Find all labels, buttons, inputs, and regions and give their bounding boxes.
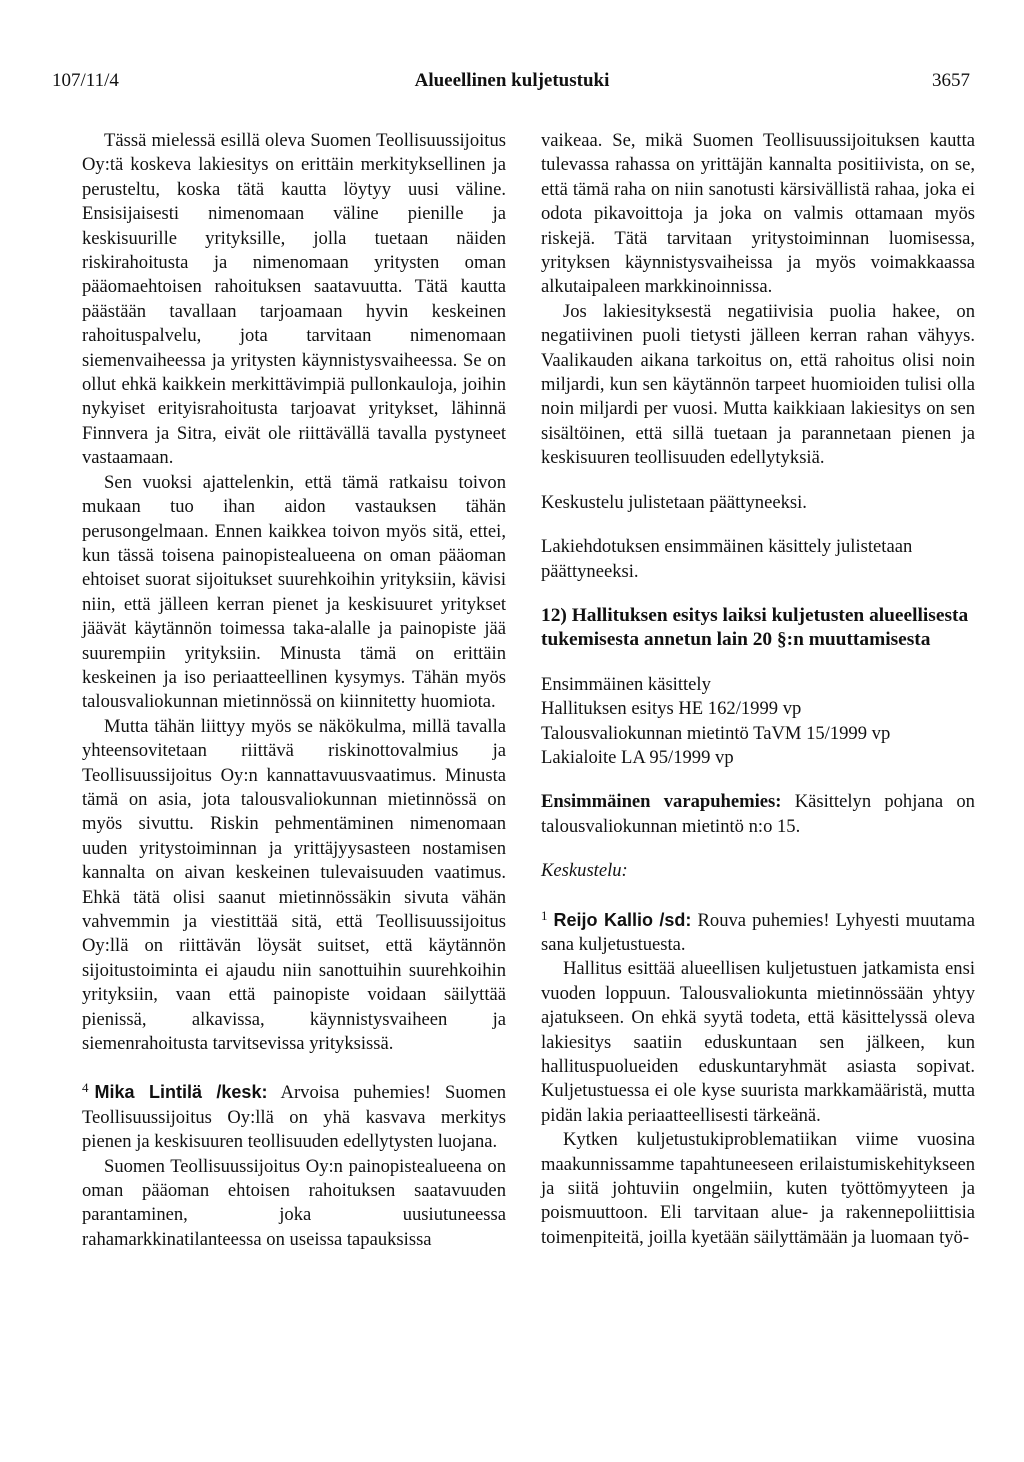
reference-line: Lakialoite LA 95/1999 vp bbox=[541, 746, 734, 768]
reference-list bbox=[541, 673, 975, 771]
document-reference: 107/11/4 bbox=[52, 70, 119, 91]
agenda-item-heading: 12) Hallituksen esitys laiksi kuljetusten alueellisesta tukemisesta annetun lain 20 §:n muuttamisesta bbox=[541, 604, 969, 651]
spacer bbox=[541, 471, 975, 491]
speaker-name: Reijo Kallio /sd: bbox=[553, 909, 692, 930]
speech-text: Rouva puhemies! Lyhyesti muutama sana kuljetustuesta. bbox=[541, 909, 975, 955]
discussion-label: Keskustelu: bbox=[541, 860, 628, 882]
reference-line: Hallituksen esitys HE 162/1999 vp bbox=[541, 698, 802, 720]
spacer bbox=[541, 584, 975, 604]
paragraph: Jos lakiesityksestä negatiivisia puolia hakee, on negatiivinen puoli tietysti jälleen kerran rahan vähyys. Vaalikauden aikana tarkoitus on, että rahoitus olisi noin miljardi, kun sen käytännön tarpeet huomioiden tulisi olla noin miljardi per vuosi. Mutta kaikkiaan lakiesitys on sen sisältöinen, että sillä tuetaan ja parannetaan pienen ja keskisuuren teollisuuden edellytyksiä. bbox=[541, 300, 975, 469]
speaker-number: 4 bbox=[82, 1080, 89, 1096]
procedure-note: Lakiehdotuksen ensimmäinen käsittely julistetaan päättyneeksi. bbox=[541, 536, 913, 582]
spacer bbox=[541, 515, 975, 535]
spacer bbox=[541, 839, 975, 859]
reference-line: Ensimmäinen käsittely bbox=[541, 673, 711, 695]
speaker-name: Mika Lintilä /kesk: bbox=[94, 1082, 268, 1103]
speaker-entry bbox=[82, 1076, 506, 1154]
paragraph: Sen vuoksi ajattelenkin, että tämä ratkaisu toivon mukaan tuo ihan aidon vastauksen tähän perusongelmaan. Ennen kaikkea toivon myös sitä, ettei, kun tässä toisena painopistealueena on oman pääoman ehtoiset suorat sijoitukset suurehkoihin yrityksiin, kävisi niin, että jälleen kerran pienet ja keskisuuret yritykset jäävät käytännön toimessa taka-alalle ja painopiste jää suurempiin yrityksiin. Minusta tämä on erittäin keskeinen ja iso periaatteellinen kysymys. Tähän myös talousvaliokunnan mietinnössä on kiinnitetty huomiota. bbox=[82, 471, 506, 713]
spacer bbox=[82, 1056, 506, 1076]
spacer bbox=[541, 653, 975, 673]
paragraph: Suomen Teollisuussijoitus Oy:n painopistealueena on oman pääoman ehtoisen rahoituksen saatavuuden parantaminen, joka uusiutuneessa rahamarkkinatilanteessa on useissa tapauksissa bbox=[82, 1155, 506, 1250]
paragraph: vaikeaa. Se, mikä Suomen Teollisuussijoituksen kautta tulevassa rahassa on yrittäjän kannalta positiivista, on se, että tämä raha on niin sanotusti kärsivällistä rahaa, joka ei odota pikavoittoja ja joka on valmis ottamaan myös riskejä. Tätä tarvitaan yritystoiminnan luomisessa, yrityksen käynnistysvaiheissa ja myös voimakkaassa alkutaipaleen markkinoinnissa. bbox=[541, 130, 975, 298]
paragraph: Hallitus esittää alueellisen kuljetustuen jatkamista ensi vuoden loppuun. Talousvaliokunta mietinnössään yhtyy ajatukseen. On ehkä syytä todeta, että käsittelyssä oleva lakiesitys saatiin eduskuntaan sen jälkeen, kun hallituspuolueiden eduskuntaryhmät asiasta sopivat. Kuljetustuessa ei ole kyse suurista markkamääristä, mutta pidän lakia periaatteellisesti tärkeänä. bbox=[541, 958, 975, 1126]
spacer bbox=[541, 770, 975, 790]
chair-label: Ensimmäinen varapuhemies: bbox=[541, 791, 782, 813]
chair-text: Käsittelyn pohjana on talousvaliokunnan mietintö n:o 15. bbox=[541, 791, 975, 837]
right-column bbox=[541, 129, 975, 1250]
speaker-entry bbox=[541, 904, 975, 958]
procedure-note: Keskustelu julistetaan päättyneeksi. bbox=[541, 491, 807, 513]
running-title: Alueellinen kuljetustuki bbox=[414, 70, 610, 91]
spacer bbox=[541, 884, 975, 904]
paragraph: Mutta tähän liittyy myös se näkökulma, millä tavalla yhteensovitetaan riittävä riskinottovalmius ja Teollisuussijoitus Oy:n kannattavuusvaatimus. Minusta tämä on asia, jota talousvaliokunnan mietinnössä on myös sivuttu. Riskin pehmentäminen nimenomaan uuden yritystoiminnan ja yrittäjyysasteen nostamisen kannalta on aivan keskeinen tulevaisuuden vaatimus. Ehkä tätä olisi saanut mietinnössäkin sivuta vähän vahvemmin ja viestittää sitä, että Teollisuussijoitus Oy:llä on riittävän löysät suitset, että käytännön sijoitustoiminta ei ajaudu niin sanottuihin suurehkoihin yrityksiin, vaan että painopiste voidaan säilyttää pienissä, alkavissa, käynnistysvaiheen ja siemenrahoitusta tarvitsevissa yrityksissä. bbox=[82, 715, 506, 1055]
speech-text: Arvoisa puhemies! Suomen Teollisuussijoitus Oy:llä on yhä kasvava merkitys pienen ja keskisuuren teollisuuden edellytysten luojana. bbox=[82, 1082, 506, 1153]
page-header bbox=[52, 70, 972, 100]
reference-line: Talousvaliokunnan mietintö TaVM 15/1999 vp bbox=[541, 722, 891, 744]
page-number: 3657 bbox=[932, 70, 970, 91]
speaker-number: 1 bbox=[541, 907, 548, 923]
chair-statement bbox=[541, 790, 975, 839]
paragraph: Tässä mielessä esillä oleva Suomen Teollisuussijoitus Oy:tä koskeva lakiesitys on erittäin merkityksellinen ja perusteltu, koska tätä kautta löytyy uusi väline. Ensisijaisesti nimenomaan väline pienille ja keskisuurille yrityksille, jolla tuetaan näiden riskirahoitusta ja nimenomaan yritysten oman pääomaehtoisen rahoituksen saatavuutta. Tätä kautta päästään tavallaan tarjoamaan hyvin keskeinen rahoituspalvelu, jota tarvitaan nimenomaan siemenvaiheessa ja yritysten käynnistysvaiheessa. Se on ollut ehkä kaikkein merkittävimpiä pullonkauloja, joihin nykyiset erityisrahoitusta tarjoavat yritykset, lähinnä Finnvera ja Sitra, eivät ole riittävällä tavalla pystyneet vastaamaan. bbox=[82, 130, 506, 469]
left-column bbox=[82, 129, 506, 1252]
paragraph: Kytken kuljetustukiproblematiikan viime vuosina maakunnissamme tapahtuneeseen erilaistumiskehitykseen ja siitä johtuviin ongelmiin, kuten työttömyyteen ja poismuuttoon. Eli tarvitaan alue- ja rakennepoliittisia toimenpiteitä, joilla kyetään säilyttämään ja luomaan työ- bbox=[541, 1129, 975, 1248]
